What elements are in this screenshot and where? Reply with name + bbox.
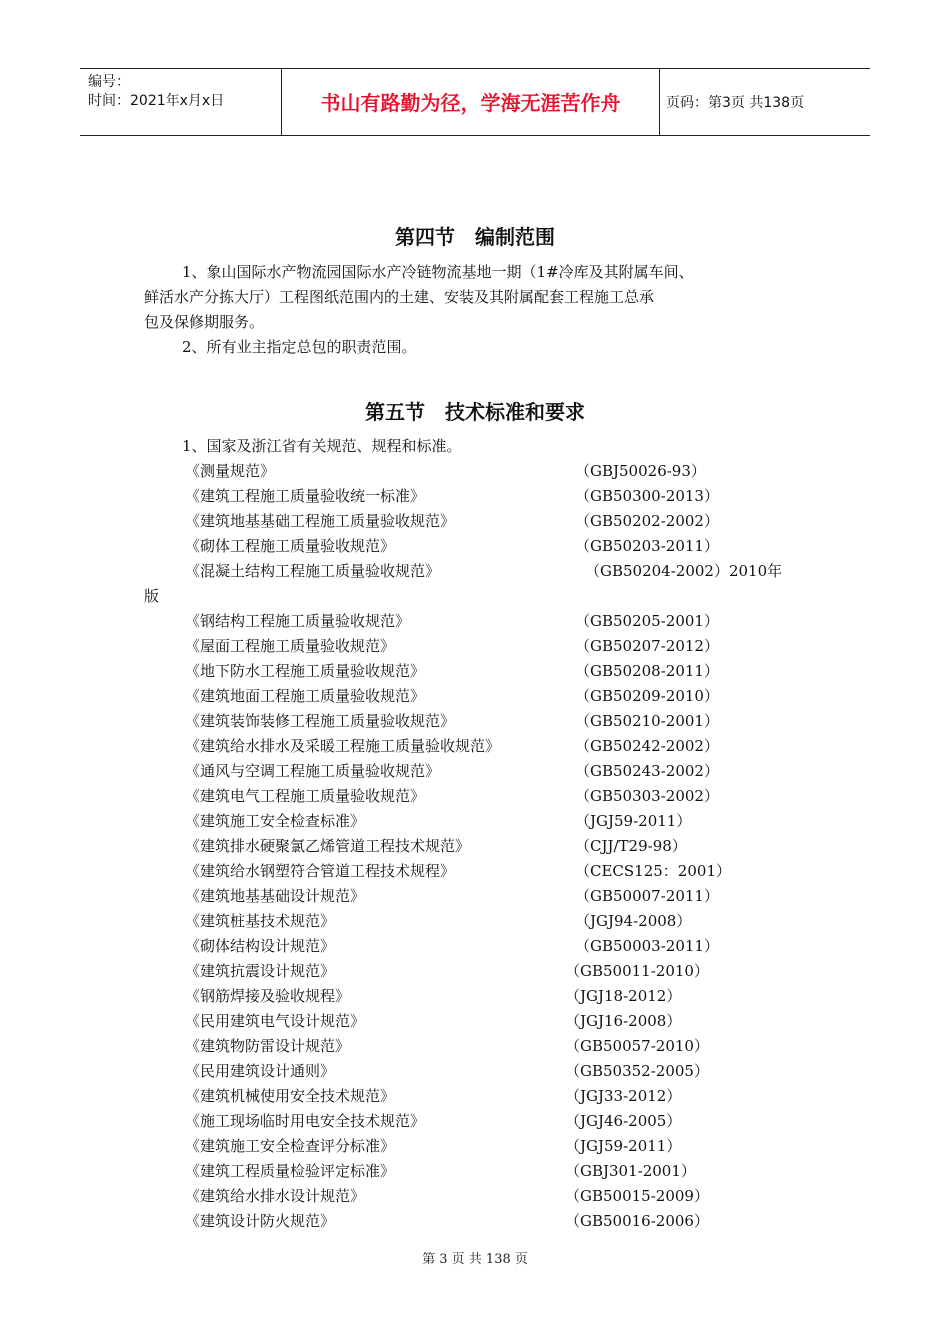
standard-name: 《建筑抗震设计规范》 <box>185 962 336 980</box>
standard-code: （GB50204-2002）2010年 <box>585 562 783 580</box>
standard-code: （GB50209-2010） <box>575 687 719 705</box>
page-header <box>80 68 870 136</box>
standard-item <box>185 1109 825 1134</box>
standard-item <box>185 559 825 584</box>
standard-item <box>185 1159 825 1184</box>
standard-name: 《建筑装饰装修工程施工质量验收规范》 <box>185 712 456 730</box>
standard-code: （GB50015-2009） <box>565 1187 709 1205</box>
section-4-para-2: 2、所有业主指定总包的职责范围。 <box>182 338 417 356</box>
standard-name: 《建筑给水排水设计规范》 <box>185 1187 366 1205</box>
standard-code: （JGJ59-2011） <box>565 1137 682 1155</box>
standard-name: 《建筑施工安全检查评分标准》 <box>185 1137 396 1155</box>
standard-item <box>185 884 825 909</box>
standard-code: （GB50205-2001） <box>575 612 719 630</box>
standard-code: （GB50007-2011） <box>575 887 719 905</box>
standard-name: 《建筑地基基础工程施工质量验收规范》 <box>185 512 456 530</box>
standard-item <box>185 709 825 734</box>
standard-item <box>185 634 825 659</box>
standard-item <box>185 859 825 884</box>
section-4-para-1-line-1: 1、象山国际水产物流园国际水产冷链物流基地一期（1#冷库及其附属车间、 <box>182 263 694 281</box>
standard-code: （GB50303-2002） <box>575 787 719 805</box>
section-4-para-1-line-3: 包及保修期服务。 <box>144 313 265 331</box>
section-5-intro: 1、国家及浙江省有关规范、规程和标准。 <box>182 437 462 455</box>
standard-item <box>185 1184 825 1209</box>
section-4-para-1-line-2: 鲜活水产分拣大厅）工程图纸范围内的土建、安装及其附属配套工程施工总承 <box>144 288 655 306</box>
standard-name: 《建筑排水硬聚氯乙烯管道工程技术规范》 <box>185 837 471 855</box>
standard-item <box>185 534 825 559</box>
standard-code: （GB50243-2002） <box>575 762 719 780</box>
standard-item <box>185 759 825 784</box>
standard-item <box>185 609 825 634</box>
standard-item <box>185 809 825 834</box>
standard-code: （GB50352-2005） <box>565 1062 709 1080</box>
standard-item <box>185 509 825 534</box>
standard-name: 《建筑机械使用安全技术规范》 <box>185 1087 396 1105</box>
standard-code: （CJJ/T29-98） <box>575 837 687 855</box>
standard-item <box>185 684 825 709</box>
standard-item <box>185 1034 825 1059</box>
standard-name: 《建筑电气工程施工质量验收规范》 <box>185 787 426 805</box>
standard-item <box>185 1134 825 1159</box>
standard-name: 《测量规范》 <box>185 462 276 480</box>
standard-code: （GB50202-2002） <box>575 512 719 530</box>
standard-item <box>185 959 825 984</box>
standard-code: （GB50242-2002） <box>575 737 719 755</box>
standard-name: 《建筑地基基础设计规范》 <box>185 887 366 905</box>
standard-name: 《钢筋焊接及验收规程》 <box>185 987 351 1005</box>
standard-item <box>185 659 825 684</box>
standard-item <box>185 834 825 859</box>
standard-name: 《建筑施工安全检查标准》 <box>185 812 366 830</box>
standard-item <box>185 984 825 1009</box>
standard-code: （GB50057-2010） <box>565 1037 709 1055</box>
standard-item <box>185 784 825 809</box>
standard-name: 《民用建筑设计通则》 <box>185 1062 336 1080</box>
standard-name: 《建筑物防雷设计规范》 <box>185 1037 351 1055</box>
standard-name: 《建筑桩基技术规范》 <box>185 912 336 930</box>
standard-code: （JGJ59-2011） <box>575 812 692 830</box>
standard-code: （GB50210-2001） <box>575 712 719 730</box>
standard-code: （GB50300-2013） <box>575 487 719 505</box>
standard-name: 《通风与空调工程施工质量验收规范》 <box>185 762 441 780</box>
standard-name: 《建筑地面工程施工质量验收规范》 <box>185 687 426 705</box>
header-info-cell <box>80 69 282 135</box>
standard-code: （JGJ18-2012） <box>565 987 682 1005</box>
standard-code: （JGJ33-2012） <box>565 1087 682 1105</box>
section-5-title: 第五节 技术标准和要求 <box>365 400 585 424</box>
page-footer: 第 3 页 共 138 页 <box>422 1252 528 1267</box>
standard-name: 《建筑设计防火规范》 <box>185 1212 336 1230</box>
standard-code: （GB50016-2006） <box>565 1212 709 1230</box>
header-page-info: 页码：第3页 共138页 <box>666 95 805 111</box>
standard-code: （JGJ46-2005） <box>565 1112 682 1130</box>
standard-item <box>185 484 825 509</box>
standard-item <box>185 459 825 484</box>
header-date-label: 时间：2021年x月x日 <box>88 93 225 109</box>
standard-code: （JGJ94-2008） <box>575 912 692 930</box>
standard-item <box>185 1084 825 1109</box>
standard-code: （GB50207-2012） <box>575 637 719 655</box>
standard-name: 《建筑给水钢塑符合管道工程技术规程》 <box>185 862 456 880</box>
standard-code: （GBJ301-2001） <box>565 1162 696 1180</box>
standard-name: 《钢结构工程施工质量验收规范》 <box>185 612 411 630</box>
standard-item <box>185 1009 825 1034</box>
header-number-label: 编号： <box>88 74 130 90</box>
standard-name: 《民用建筑电气设计规范》 <box>185 1012 366 1030</box>
standard-item <box>185 1209 825 1234</box>
standard-name: 《混凝土结构工程施工质量验收规范》 <box>185 562 441 580</box>
standard-name: 《施工现场临时用电安全技术规范》 <box>185 1112 426 1130</box>
standard-name: 《建筑工程质量检验评定标准》 <box>185 1162 396 1180</box>
standard-code: （JGJ16-2008） <box>565 1012 682 1030</box>
standard-code: （GB50208-2011） <box>575 662 719 680</box>
standard-item <box>185 909 825 934</box>
standard-code: （GB50011-2010） <box>565 962 709 980</box>
header-motto: 书山有路勤为径，学海无涯苦作舟 <box>282 69 660 135</box>
standard-code: （CECS125：2001） <box>575 862 731 880</box>
standard-code: （GB50203-2011） <box>575 537 719 555</box>
standard-item <box>185 1059 825 1084</box>
standard-name: 《砌体结构设计规范》 <box>185 937 336 955</box>
standard-code: （GBJ50026-93） <box>575 462 706 480</box>
section-4-title: 第四节 编制范围 <box>395 225 555 249</box>
standard-item <box>185 734 825 759</box>
standard-name: 《屋面工程施工质量验收规范》 <box>185 637 396 655</box>
standard-wrap-tail: 版 <box>144 587 160 605</box>
standard-name: 《地下防水工程施工质量验收规范》 <box>185 662 426 680</box>
standard-item <box>185 934 825 959</box>
standard-name: 《砌体工程施工质量验收规范》 <box>185 537 396 555</box>
standard-name: 《建筑工程施工质量验收统一标准》 <box>185 487 426 505</box>
standard-code: （GB50003-2011） <box>575 937 719 955</box>
standard-name: 《建筑给水排水及采暖工程施工质量验收规范》 <box>185 737 501 755</box>
